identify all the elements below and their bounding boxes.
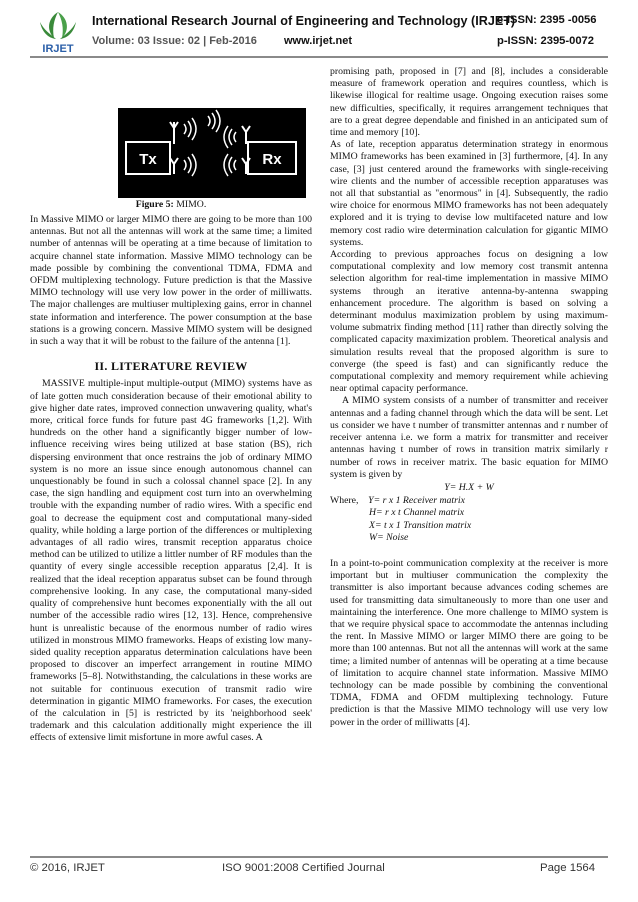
paragraph: A MIMO system consists of a number of transmitter and receiver antennas and a fading channel through which the data will be sent. Let us consider we have t number of transmitter antennas and r number of receiver antenna i.e. we form a matrix for transmitter and receiver antennas having t number of rows in transition matrix similarly r number of rows in receiver matrix. The basic equation for MIMO system is given by [330,395,608,480]
journal-website[interactable]: www.irjet.net [284,35,353,47]
definition-item: Y= r x 1 Receiver matrix [368,495,465,507]
paragraph: In Massive MIMO or larger MIMO there are going to be more than 100 antennas. But not all the antennas will work at the same time; a limited number of antennas will be operating at a time because of limitation to acquire channel state information. Massive MIMO technology can be made possible by combining the conventional TDMA, FDMA and OFDM multiplexing technology. Future prediction is that the Massive MIMO technology will use very low power in the order of milliwatts. The major challenges are multiuser multiplexing gains, error in channel state information and interference. The power consumption at the base stations is a growing concern. Massive MIMO system will be designed in such a way that it will be robust to the failure of the antenna [1]. [30,214,312,348]
rx-label: Rx [262,151,282,168]
definition-item: H= r x t Channel matrix [369,507,465,519]
caption-text: MIMO. [173,199,207,210]
p-issn: p-ISSN: 2395-0072 [497,35,595,47]
footer-copyright: © 2016, IRJET [30,862,105,874]
tx-label: Tx [139,151,157,168]
definition-item: W= Noise [369,531,409,543]
where-label: Where, [330,495,359,507]
journal-title: International Research Journal of Engineering and Technology (IRJET) [92,14,516,28]
e-issn: e-ISSN: 2395 -0056 [497,14,597,26]
footer-iso: ISO 9001:2008 Certified Journal [222,862,385,874]
definition-item: X= t x 1 Transition matrix [369,519,472,531]
variable-definitions [330,495,608,544]
footer-page-number: Page 1564 [540,862,596,874]
equation: Y= H.X + W [444,481,494,493]
journal-logo [30,8,86,56]
right-column [330,66,608,729]
paragraph: promising path, proposed in [7] and [8], includes a considerable measure of framework operation and requires countless, which is likewise illogical for realtime usage. Ongoing execution raises some new difficulties, specifically, it requires arrangement techniques that are to a great degree dependable and finished in an anticipated sum of time and memory [10]. [330,66,608,139]
volume-issue: Volume: 03 Issue: 02 | Feb-2016 [92,35,257,47]
paragraph: In a point-to-point communication complexity at the receiver is more important but in multiuser communication the complexity the transmitter is also important because advances coding schemes are used for transmitting data simultaneously to more than one user and maintaining the interference. One more challenge to MIMO system is that we require physical space to accommodate the antennas including the rent. In Massive MIMO or larger MIMO there are going to be more than 100 antennas. But not all the antennas will work at the same time; a limited number of antennas will be operating at a time because of limitation to acquire channel state information. Massive MIMO technology can be made possible by combining the conventional TDMA, FDMA and OFDM multiplexing technology. Future prediction is that the Massive MIMO technology will use very low power in the order of milliwatts [4]. [330,557,608,728]
figure-caption [30,199,312,210]
caption-label: Figure 5: [135,199,174,210]
paragraph: As of late, reception apparatus determination strategy in enormous MIMO frameworks has been examined in [3] furthermore, [4]. In any case, [3] just centered around the frameworks with single-receiving wire clients and the number of accessible reception apparatuses was not all that substantial as "enormous" in [4]. Subsequently, the radio wire choice for enormous MIMO frameworks has not been adequately explored and it is trying to devise low multifaceted nature and low memory cost radio wire determination calculation for gigantic MIMO systems. [330,139,608,248]
section-heading: II. LITERATURE REVIEW [94,359,248,374]
footer-divider [30,856,608,858]
header-divider [30,56,608,58]
paragraph: MASSIVE multiple-input multiple-output (MIMO) systems have as of late gotten much consideration because of their emotional ability to give higher date rates, improved connection unwavering quality, what's more, critical force funds for future past 4G frameworks [1,2]. With hundreds on the other hand a significantly bigger number of low-influence receiving wires being utilized at base station (BS), rich dispersing environment that once restrains the job of ordinary MIMO system is no more an issue since enough autonomous channel can unquestionably be found in such a colossal channel space [2]. In any case, the sign handling and equipment cost turn into an overwhelming trouble with the expanding number of radio wires. With a specific end goal to decrease the equipment cost and computational many-sided quality, while holding a large portion of the differences or multiplexing advantages of all radio wires, transmit reception apparatus choice method can be utilized to utilize a littler number of RF modules than the quantity of every single accessible reception apparatus [2,4]. It is realized that the ideal reception apparatus subset can be found through comprehensive looking. In any case, the computational many-sided quality of comprehensive hunt becomes exponentially with the all out number of the accessible radio wires [12, 13]. Hence, comprehensive hunt is unrealistic because of the enormous number of radio wires utilized in monstrous MIMO frameworks. Heaps of existing low many-sided quality reception apparatus determination calculations have been proposed to discover an imperfect arrangement in routine MIMO frameworks [5–8]. Notwithstanding, the calculations in these works are not suitable for continuous execution of transmit radio wire determination in gigantic MIMO frameworks. For cases, the execution of the calculation in [5] is restricted by its 'neighborhood seek' trademark and this calculation additionally might experience the ill effects of extensive limit misfortune in more awful cases. A [30,378,312,744]
logo-text: IRJET [42,43,74,55]
paragraph: According to previous approaches focus on designing a low computational complexity and low memory cost transmit antenna selection algorithm for real-time implementation in massive MIMO systems through an iterative antenna-by-antenna swapping enhancement procedure. The algorithm is based on solving a determinant modulus maximization problem by using maximum-volume submatrix finding method [11] rather than directly solving the complicated capacity maximization problem. Theoretical analysis and simulation results reveal that the proposed algorithm is sure to converge (the speed is fast) and can significantly reduce the computational complexity and memory requirement while achieving near optimal capacity performance. [330,249,608,395]
mimo-figure [118,108,306,198]
left-column [30,214,312,745]
